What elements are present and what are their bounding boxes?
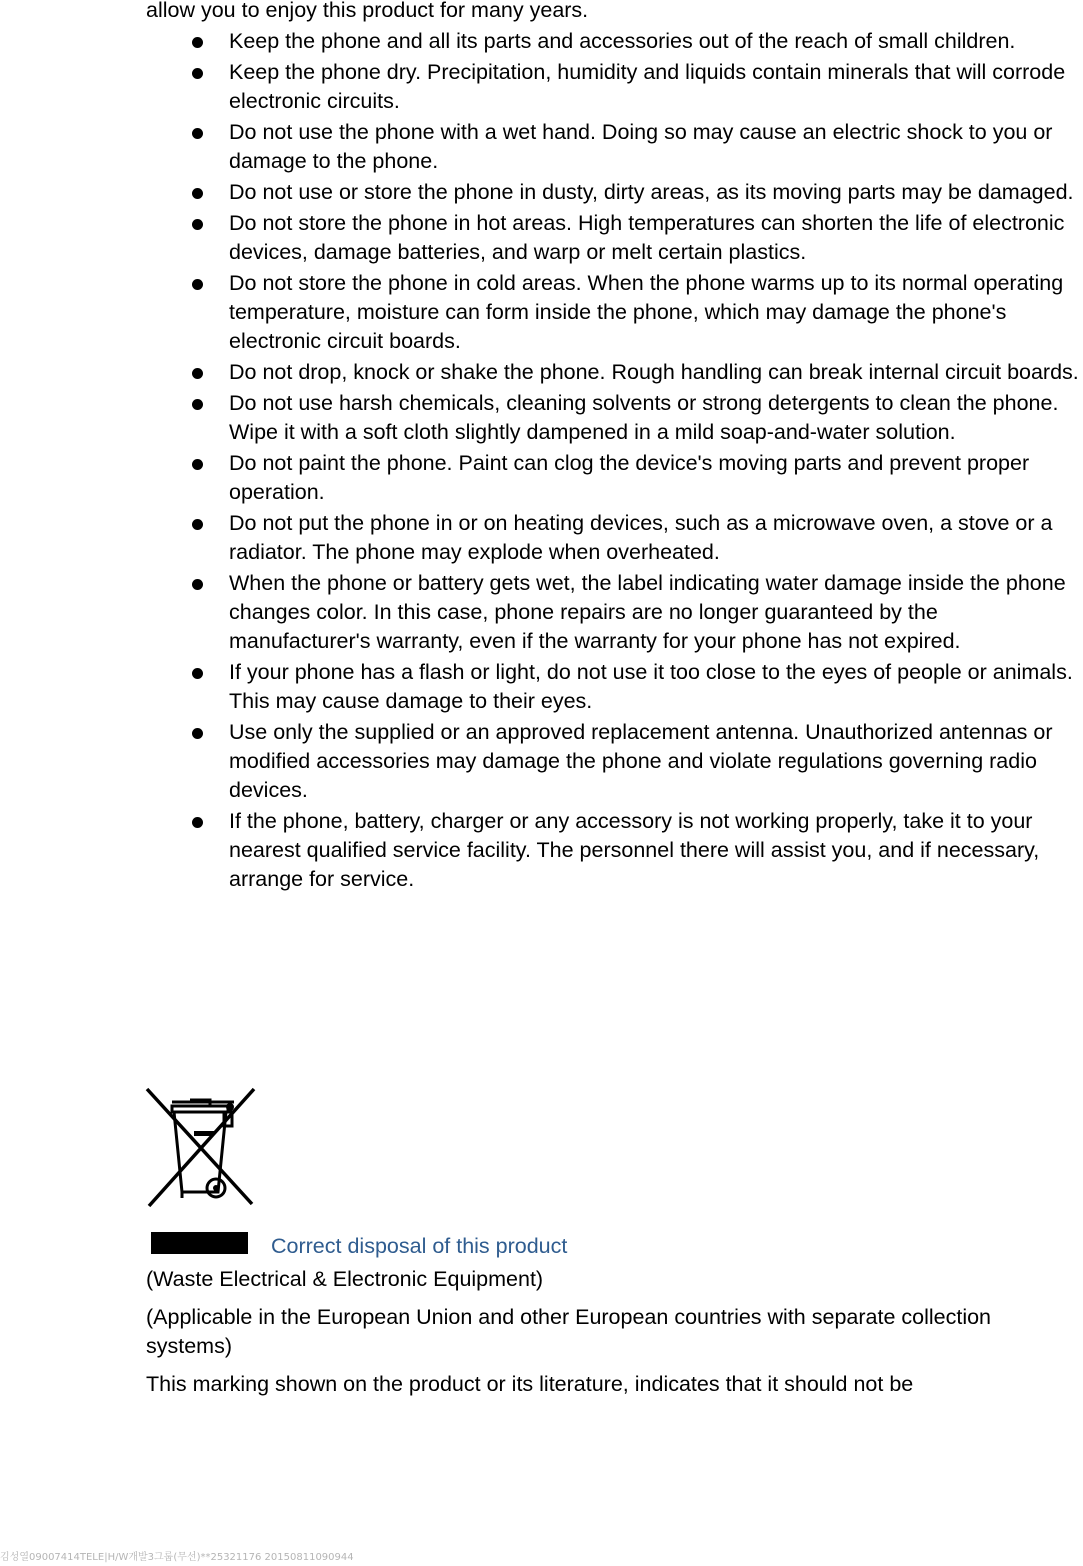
list-item-text: Do not store the phone in hot areas. High temperatures can shorten the life of electronic devices, damage batteries, and warp or melt certain plastics. bbox=[229, 211, 1065, 264]
applicable-line: (Applicable in the European Union and other European countries with separate collection systems) bbox=[146, 1305, 992, 1358]
list-item-text: Use only the supplied or an approved replacement antenna. Unauthorized antennas or modified accessories may damage the phone and violate regulations governing radio devices. bbox=[229, 720, 1053, 802]
list-item bbox=[146, 509, 1083, 567]
list-item bbox=[146, 358, 1083, 387]
disposal-heading: Correct disposal of this product bbox=[271, 1234, 568, 1258]
intro-line: allow you to enjoy this product for many years. bbox=[146, 0, 589, 22]
list-item bbox=[146, 178, 1083, 207]
bullet-dot-icon bbox=[192, 279, 203, 290]
bullet-dot-icon bbox=[192, 188, 203, 199]
list-item bbox=[146, 269, 1083, 356]
list-item-text: Do not use the phone with a wet hand. Doing so may cause an electric shock to you or damage to the phone. bbox=[229, 120, 1053, 173]
list-item bbox=[146, 658, 1083, 716]
bullet-dot-icon bbox=[192, 399, 203, 410]
list-item bbox=[146, 389, 1083, 447]
bullet-dot-icon bbox=[192, 519, 203, 530]
bullet-dot-icon bbox=[192, 579, 203, 590]
bullet-dot-icon bbox=[192, 817, 203, 828]
list-item-text: Do not use or store the phone in dusty, dirty areas, as its moving parts may be damaged. bbox=[229, 180, 1074, 204]
list-item-text: Keep the phone and all its parts and accessories out of the reach of small children. bbox=[229, 29, 1016, 53]
list-item-text: When the phone or battery gets wet, the label indicating water damage inside the phone changes color. In this case, phone repairs are no longer guaranteed by the manufacturer's warranty, even if the warranty for your phone has not expired. bbox=[229, 571, 1066, 653]
bullet-dot-icon bbox=[192, 219, 203, 230]
list-item bbox=[146, 209, 1083, 267]
list-item bbox=[146, 807, 1083, 894]
precautions-list bbox=[146, 27, 1083, 896]
list-item bbox=[146, 58, 1083, 116]
weee-line: (Waste Electrical & Electronic Equipment) bbox=[146, 1267, 544, 1291]
list-item-text: Keep the phone dry. Precipitation, humidity and liquids contain minerals that will corrode electronic circuits. bbox=[229, 60, 1066, 113]
list-item-text: Do not drop, knock or shake the phone. Rough handling can break internal circuit boards. bbox=[229, 360, 1079, 384]
bullet-dot-icon bbox=[192, 728, 203, 739]
list-item bbox=[146, 449, 1083, 507]
list-item-text: Do not paint the phone. Paint can clog the device's moving parts and prevent proper operation. bbox=[229, 451, 1030, 504]
list-item-text: Do not use harsh chemicals, cleaning solvents or strong detergents to clean the phone. Wipe it with a soft cloth slightly dampened in a mild soap-and-water solution. bbox=[229, 391, 1059, 444]
disposal-marker-bar bbox=[151, 1232, 248, 1254]
bullet-dot-icon bbox=[192, 368, 203, 379]
list-item bbox=[146, 569, 1083, 656]
bullet-dot-icon bbox=[192, 668, 203, 679]
list-item-text: If the phone, battery, charger or any accessory is not working properly, take it to your nearest qualified service facility. The personnel there will assist you, and if necessary, arrange for service. bbox=[229, 809, 1040, 891]
list-item bbox=[146, 118, 1083, 176]
bullet-dot-icon bbox=[192, 37, 203, 48]
list-item-text: If your phone has a flash or light, do not use it too close to the eyes of people or animals. This may cause damage to their eyes. bbox=[229, 660, 1073, 713]
bullet-dot-icon bbox=[192, 68, 203, 79]
list-item-text: Do not put the phone in or on heating devices, such as a microwave oven, a stove or a radiator. The phone may explode when overheated. bbox=[229, 511, 1053, 564]
list-item bbox=[146, 27, 1083, 56]
marking-line: This marking shown on the product or its literature, indicates that it should not be bbox=[146, 1372, 914, 1396]
bullet-dot-icon bbox=[192, 459, 203, 470]
crossed-out-wheelie-bin-icon bbox=[144, 1086, 258, 1210]
list-item-text: Do not store the phone in cold areas. When the phone warms up to its normal operating temperature, moisture can form inside the phone, which may damage the phone's electronic circuit boards. bbox=[229, 271, 1064, 353]
footer-stamp: 김성열09007414TELE|H/W개발3그룹(무선)**25321176 20150811090944 bbox=[0, 1552, 354, 1563]
list-item bbox=[146, 718, 1083, 805]
bullet-dot-icon bbox=[192, 128, 203, 139]
